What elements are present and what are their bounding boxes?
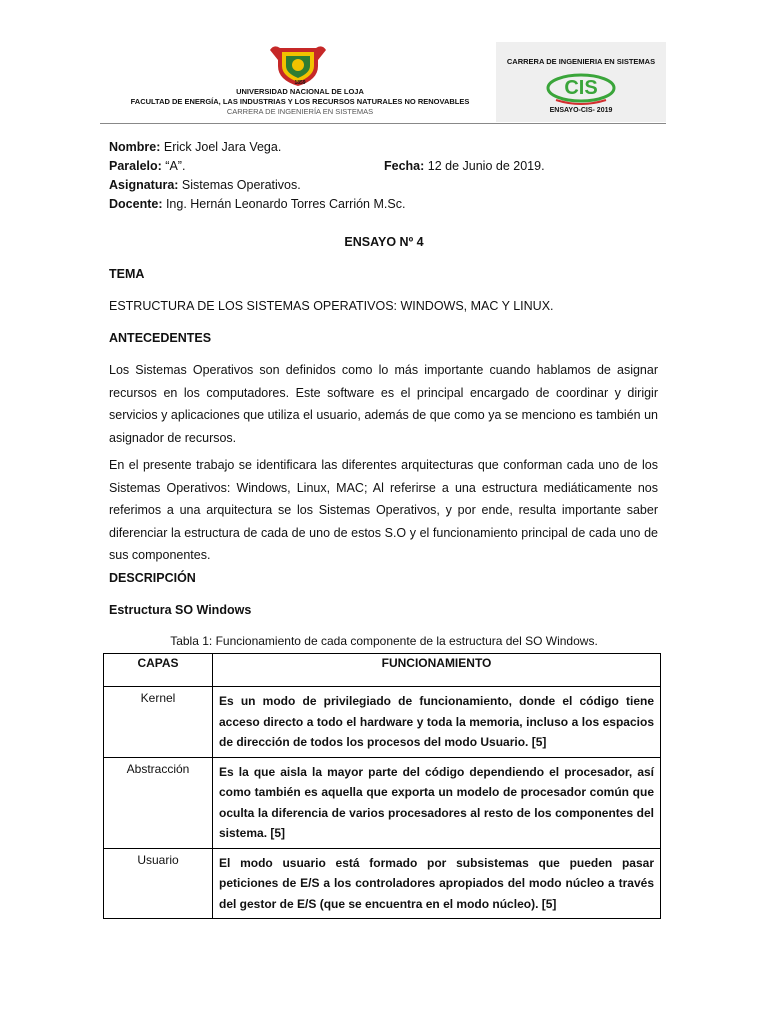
header-divider [100,123,666,124]
header-funcionamiento: FUNCIONAMIENTO [213,654,661,687]
paragraph-2: En el presente trabajo se identificara las diferentes arquitecturas que conforman cada uno de los Sistemas Operativos: Windows, Linux, MAC; Al referirse a una estructura mediáticamente nos referimos a una arquitectura se los Sistemas Operativos, y por ende, resulta importante saber diferenciar la estructura de cada de uno de estos S.O y el funcionamiento principal de cada uno de sus componentes. [109,458,658,562]
table-row [104,757,661,848]
table-caption: Tabla 1: Funcionamiento de cada componente de la estructura del SO Windows. [170,634,598,648]
layer-name: Usuario [104,848,213,919]
layer-description: El modo usuario está formado por subsistemas que pueden pasar peticiones de E/S a los controladores apropiados del modo núcleo a través del gestor de E/S (que se encuentra en el modo núcleo). [5] [213,848,661,919]
descripcion-heading: DESCRIPCIÓN [109,571,196,585]
tema-heading: TEMA [109,267,145,281]
asignatura-label: Asignatura: [109,178,179,192]
paralelo-label: Paralelo: [109,159,162,173]
docente-label: Docente: [109,197,163,211]
header-capas: CAPAS [104,654,213,687]
university-header [120,87,480,117]
faculty-name: FACULTAD DE ENERGÍA, LAS INDUSTRIAS Y LOS RECURSOS NATURALES NO RENOVABLES [130,97,470,106]
nombre-value: Erick Joel Jara Vega. [160,140,282,154]
windows-structure-table [103,653,661,919]
paralelo-value: “A”. [161,159,186,173]
nombre-label: Nombre: [109,140,161,154]
university-name: UNIVERSIDAD NACIONAL DE LOJA [236,87,364,96]
cis-logo [546,70,616,106]
docente-line [109,195,405,213]
paragraph-1: Los Sistemas Operativos son definidos como lo más importante cuando hablamos de asignar recursos en los computadores. Este software es el principal encargado de coordinar y dirigir servicios y aplicaciones que utiliza el usuario, además de que como ya se menciono es también un asignador de recursos. [109,363,658,445]
table-row [104,687,661,758]
tema-text: ESTRUCTURA DE LOS SISTEMAS OPERATIVOS: WINDOWS, MAC Y LINUX. [109,299,554,313]
fecha-value: 12 de Junio de 2019. [424,159,545,173]
layer-name: Kernel [104,687,213,758]
fecha-line [384,157,545,175]
fecha-label: Fecha: [384,159,425,173]
asignatura-value: Sistemas Operativos. [178,178,301,192]
document-title: ENSAYO Nº 4 [344,235,424,249]
career-name: CARRERA DE INGENIERÍA EN SISTEMAS [226,107,374,116]
docente-value: Ing. Hernán Leonardo Torres Carrión M.Sc. [162,197,406,211]
nombre-line [109,138,281,156]
cis-logo-text: CIS [564,77,598,99]
layer-name: Abstracción [104,757,213,848]
antecedentes-heading: ANTECEDENTES [109,331,212,345]
windows-subheading: Estructura SO Windows [109,603,252,617]
table-header-row [104,654,661,687]
seal-year: 1859 [294,80,306,86]
table-row [104,848,661,919]
paralelo-line [109,157,185,175]
cis-panel-title: CARRERA DE INGENIERIA EN SISTEMAS [506,57,656,66]
layer-description: Es un modo de privilegiado de funcionamiento, donde el código tiene acceso directo a todo el hardware y toda la memoria, incluso a los espacios de dirección de todos los procesos del modo Usuario. [5] [213,687,661,758]
cis-panel-subtitle: ENSAYO-CIS- 2019 [549,107,613,114]
layer-description: Es la que aisla la mayor parte del código dependiendo el procesador, así como también es aquella que exporta un modelo de procesador común que oculta la diferencia de varios procesadores al resto de los componentes del sistema. [5] [213,757,661,848]
asignatura-line [109,176,301,194]
